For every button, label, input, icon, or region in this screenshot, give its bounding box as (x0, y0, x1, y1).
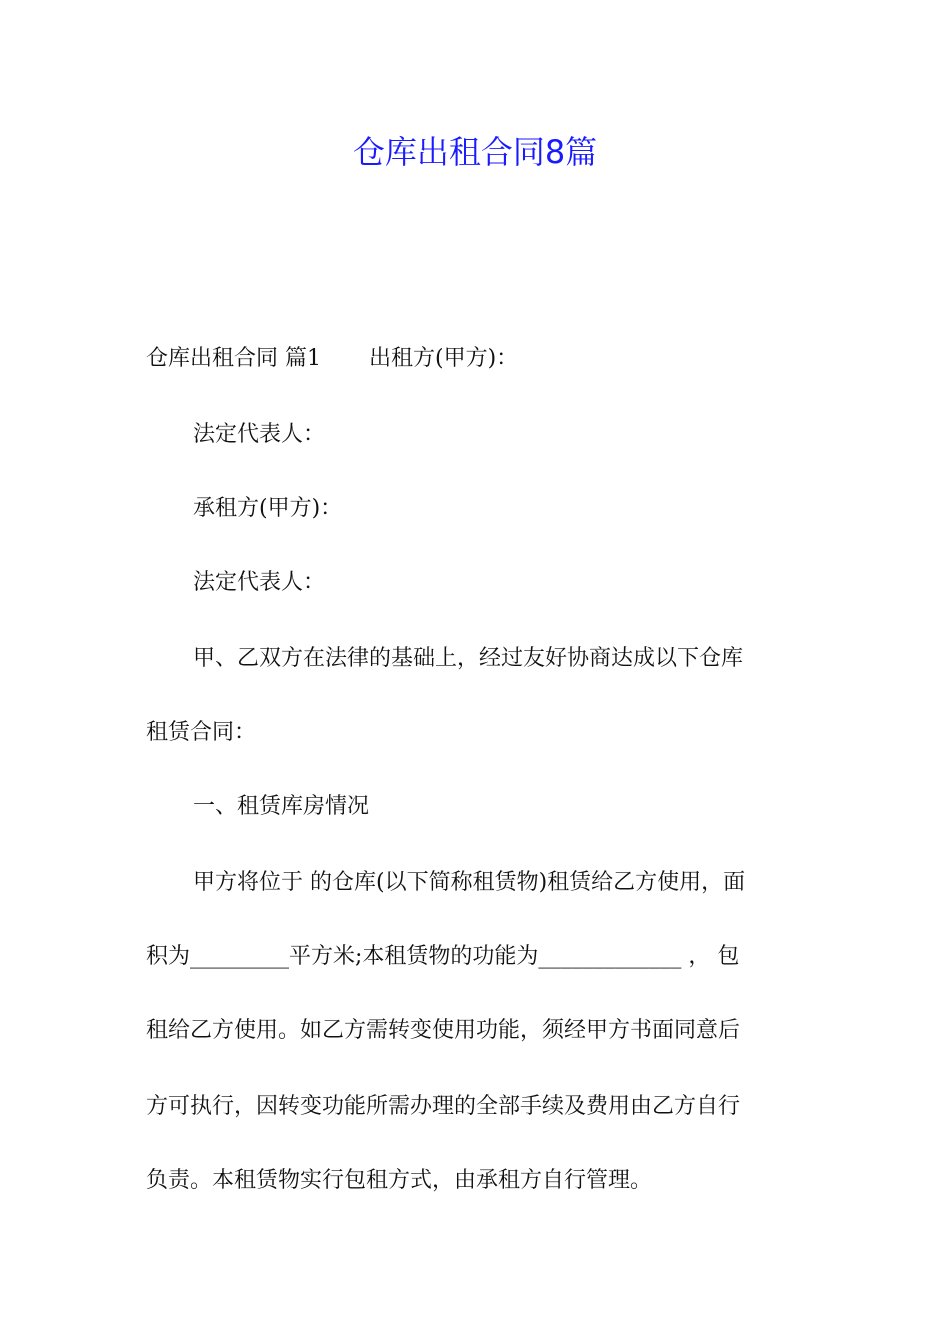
paragraph-body-line-3: 租给乙方使用。如乙方需转变使用功能，须经甲方书面同意后 (146, 1018, 741, 1043)
section-first-line (146, 344, 518, 374)
lessor-legal-rep: 法定代表人： (193, 422, 326, 447)
paragraph-body-line-2: 积为_________平方米;本租赁物的功能为_____________ ， 包 (146, 944, 740, 969)
document-title: 仓库出租合同8篇 (352, 133, 598, 171)
lessee-label: 承租方(甲方)： (193, 496, 343, 521)
paragraph-body-line-5: 负责。本租赁物实行包租方式，由承租方自行管理。 (146, 1168, 653, 1193)
section-heading: 仓库出租合同 篇1 (146, 346, 321, 371)
lessee-legal-rep: 法定代表人： (193, 570, 326, 595)
clause-heading-1: 一、租赁库房情况 (193, 794, 370, 819)
paragraph-body-line-4: 方可执行，因转变功能所需办理的全部手续及费用由乙方自行 (146, 1094, 741, 1119)
paragraph-intro-line-2: 租赁合同： (146, 720, 257, 745)
lessor-label: 出租方(甲方)： (369, 346, 519, 371)
paragraph-body-line-1: 甲方将位于 的仓库(以下简称租赁物)租赁给乙方使用，面 (193, 870, 746, 895)
paragraph-intro-line-1: 甲、乙双方在法律的基础上，经过友好协商达成以下仓库 (193, 646, 744, 671)
